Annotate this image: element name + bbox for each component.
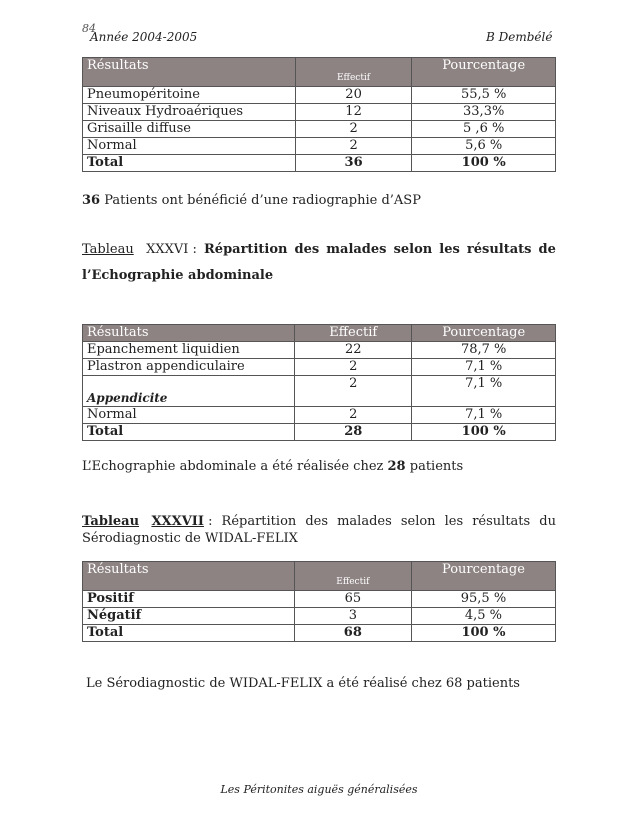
cell-total-percent: 100 % xyxy=(412,424,556,441)
caption-word: malades xyxy=(337,514,392,529)
caption-colon: : xyxy=(203,514,213,529)
caption-word: les xyxy=(439,242,460,257)
cell-result: Epanchement liquidien xyxy=(83,342,295,359)
table-row xyxy=(83,407,556,424)
caption-label: Tableau xyxy=(82,514,140,529)
table-row xyxy=(83,104,556,121)
header-effectif: Effectif xyxy=(295,325,412,342)
cell-result: Négatif xyxy=(83,608,295,625)
note-echo-text: L’Echographie abdominale a été réalisée chez xyxy=(82,459,388,474)
note-widal: Le Sérodiagnostic de WIDAL-FELIX a été réalisé chez 68 patients xyxy=(86,676,520,691)
cell-count: 20 xyxy=(295,87,412,104)
caption-word: selon xyxy=(393,242,433,257)
cell-percent: 33,3% xyxy=(412,104,556,121)
cell-total-label: Total xyxy=(83,155,296,172)
caption-word: du xyxy=(539,514,556,529)
cell-total-percent: 100 % xyxy=(412,155,556,172)
header-author: B Dembélé xyxy=(486,30,553,44)
table-total-row xyxy=(83,424,556,441)
table-row xyxy=(83,608,556,625)
caption-word: les xyxy=(444,514,464,529)
cell-percent: 4,5 % xyxy=(411,608,555,625)
cell-result: Normal xyxy=(83,138,296,155)
caption-line2: l’Echographie abdominale xyxy=(82,268,274,283)
caption-word: des xyxy=(294,242,320,257)
cell-count: 12 xyxy=(295,104,412,121)
cell-result: Grisaille diffuse xyxy=(83,121,296,138)
caption-label: Tableau xyxy=(82,242,134,257)
page-number: 84 xyxy=(82,22,96,35)
cell-percent: 95,5 % xyxy=(411,591,555,608)
caption-word: résultats xyxy=(472,514,531,529)
table-total-row xyxy=(83,155,556,172)
table-row xyxy=(83,121,556,138)
cell-percent: 55,5 % xyxy=(412,87,556,104)
cell-result: Positif xyxy=(83,591,295,608)
cell-count: 2 xyxy=(295,359,412,376)
cell-total-percent: 100 % xyxy=(411,625,555,642)
caption-tableau-36 xyxy=(82,242,556,257)
cell-result: Appendicite xyxy=(83,376,295,407)
table-row xyxy=(83,138,556,155)
table-row xyxy=(83,342,556,359)
header-effectif: Effectif xyxy=(295,58,412,87)
caption-word: des xyxy=(305,514,329,529)
caption-word: malades xyxy=(326,242,387,257)
cell-count: 2 xyxy=(295,138,412,155)
header-year: Année 2004-2005 xyxy=(90,30,198,44)
table-row xyxy=(83,376,556,407)
header-pourcentage: Pourcentage xyxy=(412,325,556,342)
cell-total-count: 68 xyxy=(294,625,411,642)
cell-percent: 5 ,6 % xyxy=(412,121,556,138)
caption-line2: Sérodiagnostic de WIDAL-FELIX xyxy=(82,531,298,546)
cell-total-count: 28 xyxy=(295,424,412,441)
note-asp xyxy=(82,193,421,208)
cell-count: 2 xyxy=(295,121,412,138)
table-header-row xyxy=(83,325,556,342)
cell-percent: 7,1 % xyxy=(412,376,556,407)
table-row xyxy=(83,591,556,608)
header-pourcentage: Pourcentage xyxy=(412,58,556,87)
caption-number: XXXVI : xyxy=(146,242,197,257)
cell-total-label: Total xyxy=(83,424,295,441)
caption-word: Répartition xyxy=(204,242,288,257)
caption-word: selon xyxy=(400,514,436,529)
table-header-row xyxy=(83,58,556,87)
cell-count: 2 xyxy=(295,407,412,424)
cell-count: 22 xyxy=(295,342,412,359)
footer-title: Les Péritonites aiguës généralisées xyxy=(220,783,418,796)
cell-result: Pneumopéritoine xyxy=(83,87,296,104)
note-echo xyxy=(82,459,463,474)
caption-word: Répartition xyxy=(221,514,297,529)
header-pourcentage: Pourcentage xyxy=(411,562,555,591)
cell-percent: 7,1 % xyxy=(412,407,556,424)
note-echo-count: 28 xyxy=(387,459,406,474)
note-asp-text: Patients ont bénéficié d’une radiographie d’ASP xyxy=(100,193,421,208)
cell-count: 3 xyxy=(294,608,411,625)
cell-count: 65 xyxy=(294,591,411,608)
caption-word: résultats xyxy=(466,242,532,257)
cell-total-label: Total xyxy=(83,625,295,642)
caption-tableau-37 xyxy=(82,514,556,529)
cell-percent: 7,1 % xyxy=(412,359,556,376)
header-resultats: Résultats xyxy=(83,58,296,87)
table-widal-results xyxy=(82,561,556,642)
table-row xyxy=(83,359,556,376)
cell-count: 2 xyxy=(295,376,412,407)
note-asp-count: 36 xyxy=(82,193,101,208)
caption-word: de xyxy=(538,242,556,257)
note-echo-suffix: patients xyxy=(405,459,464,474)
table-asp-results xyxy=(82,57,556,172)
table-header-row xyxy=(83,562,556,591)
cell-percent: 78,7 % xyxy=(412,342,556,359)
header-resultats: Résultats xyxy=(83,562,295,591)
table-row xyxy=(83,87,556,104)
caption-number: XXXVII xyxy=(151,514,204,529)
cell-total-count: 36 xyxy=(295,155,412,172)
header-resultats: Résultats xyxy=(83,325,295,342)
cell-result: Niveaux Hydroaériques xyxy=(83,104,296,121)
cell-result: Normal xyxy=(83,407,295,424)
cell-percent: 5,6 % xyxy=(412,138,556,155)
cell-result: Plastron appendiculaire xyxy=(83,359,295,376)
table-echo-results xyxy=(82,324,556,441)
header-effectif: Effectif xyxy=(294,562,411,591)
table-total-row xyxy=(83,625,556,642)
